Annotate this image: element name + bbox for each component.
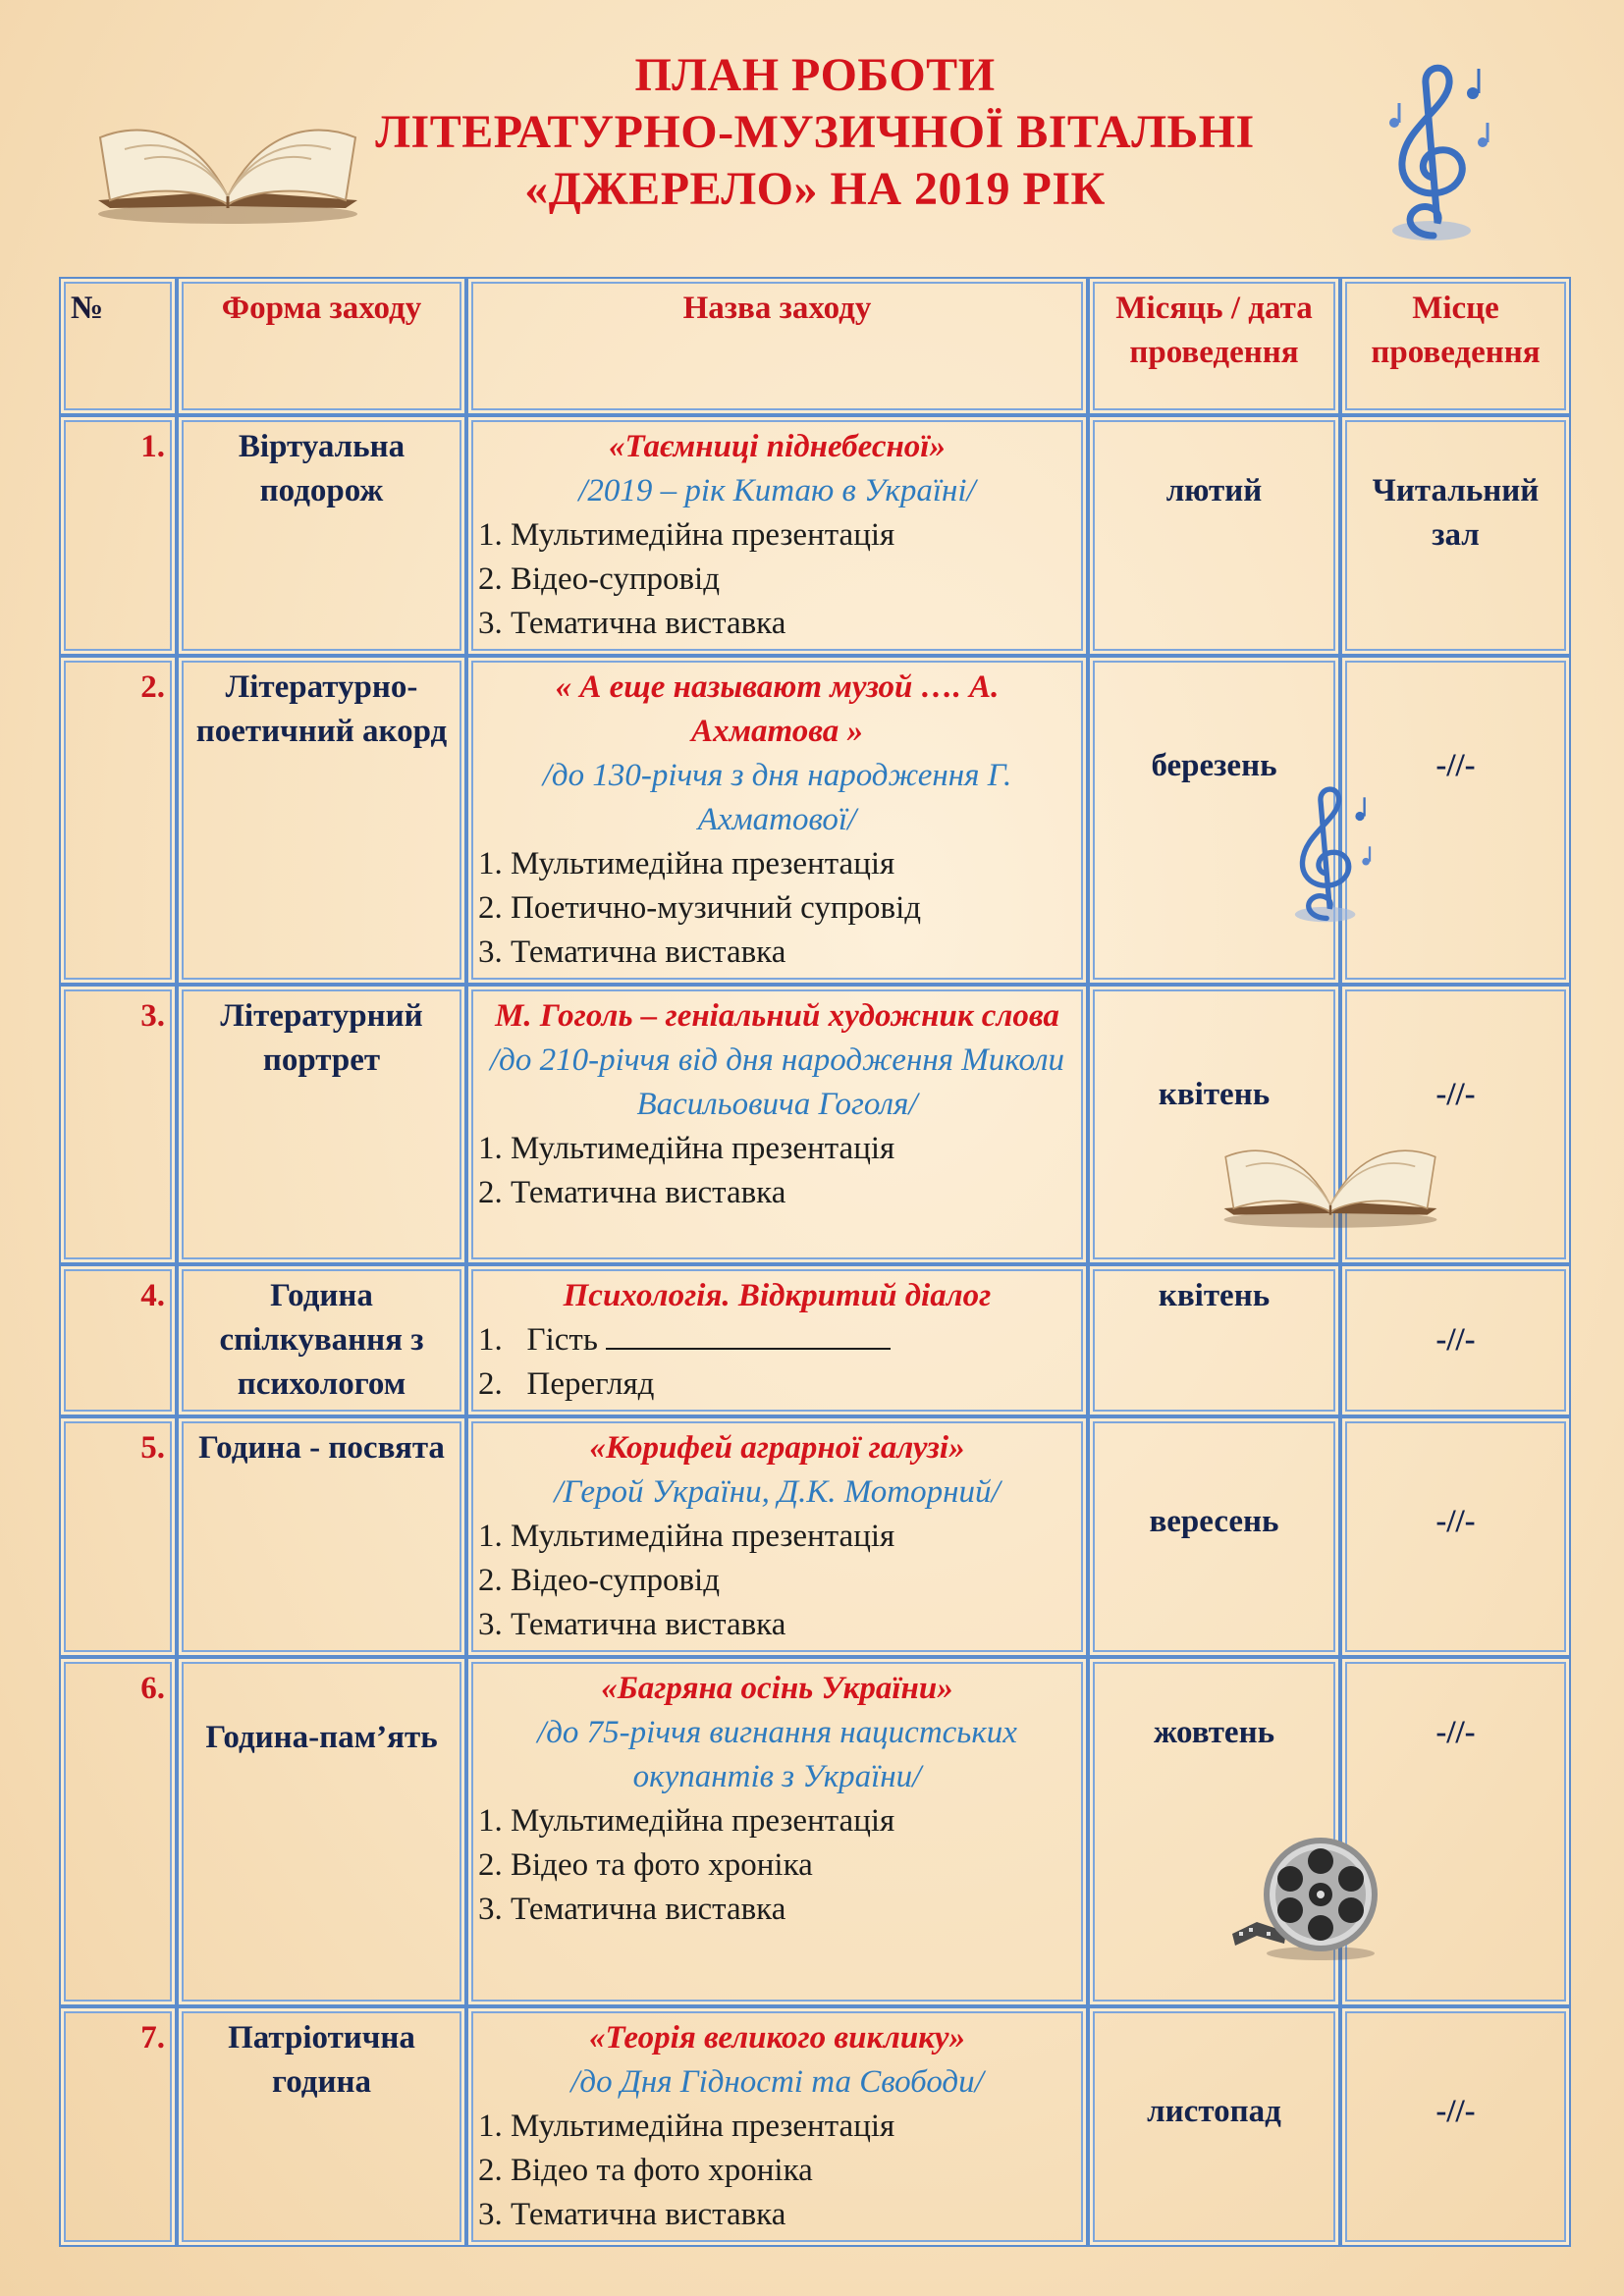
title-line-2: ЛІТЕРАТУРНО-МУЗИЧНОЇ ВІТАЛЬНІ <box>375 106 1255 158</box>
event-name <box>466 415 1088 656</box>
header-place: Місце проведення <box>1340 277 1571 415</box>
event-name <box>466 1264 1088 1416</box>
treble-clef-icon <box>1375 54 1502 250</box>
event-item: 2. Відео-супровід <box>478 1563 721 1598</box>
event-month <box>1088 1264 1340 1416</box>
event-form: Година - посвята <box>177 1416 466 1657</box>
row-number: 6. <box>59 1657 177 2006</box>
event-place <box>1340 1264 1571 1416</box>
event-name <box>466 2006 1088 2247</box>
table-row <box>59 1264 1571 1416</box>
event-title: Психологія. Відкритий діалог <box>563 1278 992 1313</box>
event-name <box>466 985 1088 1264</box>
event-item: 2. Поетично-музичний супровід <box>478 890 922 926</box>
table-header-row <box>59 277 1571 415</box>
event-item: 3. Тематична виставка <box>478 1607 786 1642</box>
event-place-text: Читальний зал <box>1372 473 1540 553</box>
event-item: 2. Відео-супровід <box>478 561 721 597</box>
header-name: Назва заходу <box>466 277 1088 415</box>
event-item: 1. Мультимедійна презентація <box>478 1803 895 1839</box>
event-place-text: -//- <box>1435 2094 1476 2129</box>
row-number: 3. <box>59 985 177 1264</box>
event-subtitle: /до 75-річчя вигнання нацистських окупантів з України/ <box>537 1715 1017 1794</box>
event-place <box>1340 1416 1571 1657</box>
event-title: «Таємниці піднебесної» <box>609 429 946 464</box>
guest-blank-line <box>606 1318 891 1350</box>
event-month <box>1088 656 1340 985</box>
header-form: Форма заходу <box>177 277 466 415</box>
row-number: 4. <box>59 1264 177 1416</box>
event-item: 2. Тематична виставка <box>478 1175 786 1210</box>
event-month <box>1088 1657 1340 2006</box>
event-month <box>1088 2006 1340 2247</box>
event-month <box>1088 985 1340 1264</box>
event-name <box>466 1416 1088 1657</box>
row-number: 1. <box>59 415 177 656</box>
event-title: « А еще называют музой …. А. Ахматова » <box>555 669 1000 749</box>
event-place <box>1340 2006 1571 2247</box>
event-item: 1. Мультимедійна презентація <box>478 517 895 553</box>
event-form: Година спілкування з психологом <box>177 1264 466 1416</box>
event-place-text: -//- <box>1435 1504 1476 1539</box>
open-book-icon <box>1218 1124 1443 1243</box>
event-item <box>478 1318 1076 1362</box>
event-title: «Корифей аграрної галузі» <box>589 1430 965 1466</box>
page-title <box>324 47 1306 218</box>
event-month <box>1088 1416 1340 1657</box>
event-item: 1. Мультимедійна презентація <box>478 1131 895 1166</box>
table-row <box>59 415 1571 656</box>
event-item: 1. Мультимедійна презентація <box>478 1519 895 1554</box>
title-line-1: ПЛАН РОБОТИ <box>634 49 996 101</box>
event-place-text: -//- <box>1435 1715 1476 1750</box>
event-form: Віртуальна подорож <box>177 415 466 656</box>
event-month-text: квітень <box>1158 1278 1271 1313</box>
table-row <box>59 985 1571 1264</box>
event-item: 3. Тематична виставка <box>478 606 786 641</box>
table-row <box>59 1657 1571 2006</box>
row-number: 2. <box>59 656 177 985</box>
event-title: «Багряна осінь України» <box>601 1671 953 1706</box>
row-number: 5. <box>59 1416 177 1657</box>
event-form: Патріотична година <box>177 2006 466 2247</box>
event-form-text: Година-пам’ять <box>205 1720 438 1755</box>
table-row <box>59 656 1571 985</box>
treble-clef-icon <box>1281 775 1380 945</box>
event-item-text: 1. Гість <box>478 1322 598 1358</box>
event-place-text: -//- <box>1435 1077 1476 1112</box>
event-subtitle: /до Дня Гідності та Свободи/ <box>570 2064 984 2100</box>
event-title: «Теорія великого виклику» <box>588 2020 966 2056</box>
event-item: 2. Перегляд <box>478 1366 655 1402</box>
event-item: 3. Тематична виставка <box>478 2197 786 2232</box>
row-number: 7. <box>59 2006 177 2247</box>
event-month-text: лютий <box>1165 473 1263 508</box>
event-form: Літературно-поетичний акорд <box>177 656 466 985</box>
event-item: 1. Мультимедійна презентація <box>478 846 895 881</box>
event-month-text: листопад <box>1147 2094 1281 2129</box>
event-form: Літературний портрет <box>177 985 466 1264</box>
event-month-text: березень <box>1151 748 1277 783</box>
event-month-text: квітень <box>1158 1077 1271 1112</box>
event-item: 1. Мультимедійна презентація <box>478 2109 895 2144</box>
event-subtitle: /Герой України, Д.К. Моторний/ <box>554 1474 1001 1510</box>
event-item: 2. Відео та фото хроніка <box>478 2153 813 2188</box>
event-title: М. Гоголь – геніальний художник слова <box>495 998 1059 1034</box>
event-month-text: вересень <box>1149 1504 1279 1539</box>
event-name <box>466 656 1088 985</box>
event-item: 3. Тематична виставка <box>478 1892 786 1927</box>
event-month <box>1088 415 1340 656</box>
event-month-text: жовтень <box>1153 1715 1275 1750</box>
event-form <box>177 1657 466 2006</box>
event-subtitle: /до 210-річчя від дня народження Миколи Васильовича Гоголя/ <box>489 1042 1065 1122</box>
event-subtitle: /до 130-річчя з дня народження Г. Ахматової/ <box>542 758 1012 837</box>
event-place <box>1340 415 1571 656</box>
film-reel-icon <box>1227 1816 1384 1976</box>
title-line-3: «ДЖЕРЕЛО» НА 2019 РІК <box>524 163 1106 215</box>
event-place-text: -//- <box>1435 1322 1476 1358</box>
event-item: 3. Тематична виставка <box>478 934 786 970</box>
table-row <box>59 1416 1571 1657</box>
header-num: № <box>59 277 177 415</box>
header-month: Місяць / дата проведення <box>1088 277 1340 415</box>
event-name <box>466 1657 1088 2006</box>
event-place-text: -//- <box>1435 748 1476 783</box>
event-subtitle: /2019 – рік Китаю в Україні/ <box>578 473 976 508</box>
events-table <box>59 277 1571 2247</box>
event-item: 2. Відео та фото хроніка <box>478 1847 813 1883</box>
table-row <box>59 2006 1571 2247</box>
